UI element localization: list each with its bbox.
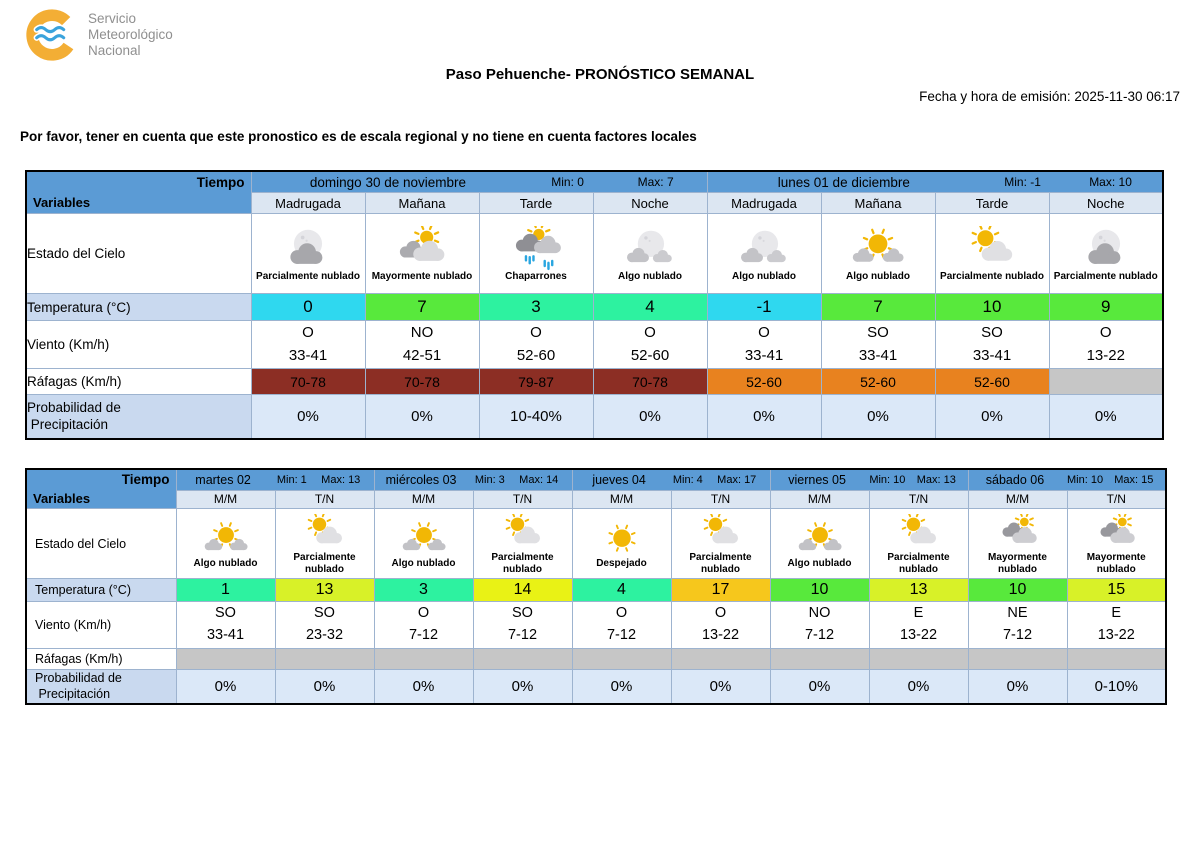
t1-gusts-2: 79-87 (479, 369, 593, 395)
wind-speed: 7-12 (507, 627, 538, 643)
sky-caption: Mayormente nublado (371, 271, 473, 283)
t1-gusts-1: 70-78 (365, 369, 479, 395)
t1-precip-1: 0% (365, 395, 479, 439)
sun-two-clouds-icon (847, 226, 909, 271)
t1-label-gusts: Ráfagas (Km/h) (26, 369, 251, 395)
page-title: Paso Pehuenche- PRONÓSTICO SEMANAL (445, 66, 755, 83)
cloud-sun-dark-icon (991, 514, 1045, 552)
wind-direction: SO (314, 605, 335, 622)
t1-temperature-4: -1 (707, 294, 821, 321)
day-max: Max: 10 (1089, 175, 1132, 190)
day-name: domingo 30 de noviembre (309, 174, 467, 190)
t2-temperature-7: 13 (869, 579, 968, 602)
wind-direction: O (530, 324, 542, 341)
t1-sky-5 (821, 214, 935, 294)
day-min: Min: 4 (672, 473, 703, 486)
t2-gusts-9 (1067, 649, 1166, 670)
t1-day-header-1 (707, 171, 1163, 193)
t1-wind-3 (593, 321, 707, 369)
t2-label-precip (26, 670, 176, 704)
day-minmax (864, 474, 968, 486)
t2-temperature-9: 15 (1067, 579, 1166, 602)
t2-day-header-2 (572, 469, 770, 490)
day-min: Min: 0 (551, 175, 584, 190)
tiempo-label: Tiempo (196, 175, 245, 190)
wind-direction: O (714, 605, 727, 622)
t2-gusts-2 (374, 649, 473, 670)
moon-two-clouds-icon (733, 226, 795, 271)
t1-wind-4 (707, 321, 821, 369)
t2-wind-6 (770, 602, 869, 649)
logo-line-2: Meteorológico (88, 27, 173, 43)
t2-period-2: M/M (374, 490, 473, 508)
day-min: Min: -1 (1004, 175, 1041, 190)
t2-day-header-0 (176, 469, 374, 490)
sun-cloud-icon (496, 514, 550, 552)
sky-caption: Parcialmente nublado (689, 551, 752, 575)
moon-cloud-icon (277, 226, 339, 271)
t2-sky-7 (869, 509, 968, 579)
t2-gusts-3 (473, 649, 572, 670)
t1-sky-2 (479, 214, 593, 294)
t2-wind-8 (968, 602, 1067, 649)
disclaimer-text: Por favor, tener en cuenta que este pronostico es de escala regional y no tiene en cuenta factores locales (20, 129, 697, 144)
t2-sky-0 (176, 509, 275, 579)
t1-period-1: Mañana (365, 193, 479, 214)
sky-caption: Parcialmente nublado (1053, 271, 1158, 283)
sun-cloud-icon (694, 514, 748, 552)
day-min: Min: 1 (276, 473, 307, 486)
t2-gusts-6 (770, 649, 869, 670)
t2-label-sky: Estado del Cielo (26, 509, 176, 579)
t2-corner (26, 469, 176, 509)
sun-behind-cloud-icon (391, 226, 453, 271)
logo-line-1: Servicio (88, 11, 137, 27)
wind-speed: 23-32 (305, 627, 344, 643)
wind-direction: O (615, 605, 628, 622)
sky-caption: Parcialmente nublado (256, 271, 360, 283)
t2-gusts-8 (968, 649, 1067, 670)
t2-wind-7 (869, 602, 968, 649)
t2-label-gusts: Ráfagas (Km/h) (26, 649, 176, 670)
t2-wind-0 (176, 602, 275, 649)
t1-precip-5: 0% (821, 395, 935, 439)
wind-direction: SO (981, 324, 1003, 341)
day-name: jueves 04 (592, 472, 646, 487)
wind-direction: SO (512, 605, 533, 622)
precip-label-line2: Precipitación (35, 687, 111, 702)
wind-speed: 33-41 (858, 346, 898, 364)
smn-logo-text (88, 11, 173, 59)
t2-temperature-0: 1 (176, 579, 275, 602)
t2-temperature-5: 17 (671, 579, 770, 602)
t1-sky-6 (935, 214, 1049, 294)
t2-wind-1 (275, 602, 374, 649)
t1-temperature-1: 7 (365, 294, 479, 321)
t2-day-header-1 (374, 469, 572, 490)
wind-speed: 52-60 (630, 346, 670, 364)
wind-direction: O (758, 324, 770, 341)
day-max: Max: 17 (717, 473, 757, 486)
t1-wind-7 (1049, 321, 1163, 369)
t1-gusts-3: 70-78 (593, 369, 707, 395)
precip-label-line1: Probabilidad de (35, 671, 122, 685)
precip-label-line1: Probabilidad de (27, 399, 121, 415)
t2-period-1: T/N (275, 490, 374, 508)
wind-speed: 13-22 (1086, 346, 1125, 364)
t1-sky-0 (251, 214, 365, 294)
t1-temperature-0: 0 (251, 294, 365, 321)
day-min: Min: 3 (474, 473, 505, 486)
moon-two-clouds-icon (619, 226, 681, 271)
wind-speed: 7-12 (1002, 627, 1033, 643)
t2-period-5: T/N (671, 490, 770, 508)
wind-direction: O (1099, 324, 1112, 341)
sky-caption: Despejado (596, 557, 647, 569)
t2-temperature-6: 10 (770, 579, 869, 602)
wind-speed: 33-41 (206, 627, 245, 643)
t2-period-9: T/N (1067, 490, 1166, 508)
wind-speed: 33-41 (972, 346, 1012, 364)
sky-caption: Parcialmente nublado (887, 551, 950, 575)
t1-wind-5 (821, 321, 935, 369)
t1-gusts-5: 52-60 (821, 369, 935, 395)
day-max: Max: 13 (321, 473, 361, 486)
sun-two-clouds-icon (397, 520, 451, 558)
t2-sky-5 (671, 509, 770, 579)
t1-period-0: Madrugada (251, 193, 365, 214)
t1-gusts-0: 70-78 (251, 369, 365, 395)
t1-period-5: Mañana (821, 193, 935, 214)
t1-temperature-7: 9 (1049, 294, 1163, 321)
t2-gusts-4 (572, 649, 671, 670)
t1-label-wind: Viento (Km/h) (26, 321, 251, 369)
t2-period-0: M/M (176, 490, 275, 508)
t2-wind-2 (374, 602, 473, 649)
wind-direction: SO (215, 605, 236, 622)
wind-speed: 13-22 (1097, 627, 1135, 643)
day-minmax (666, 474, 770, 486)
wind-speed: 33-41 (744, 346, 784, 364)
t1-day-header-0 (251, 171, 707, 193)
t1-label-temperature: Temperatura (°C) (26, 294, 251, 321)
t2-label-wind: Viento (Km/h) (26, 602, 176, 649)
precip-label-line2: Precipitación (27, 417, 109, 433)
emission-datetime: Fecha y hora de emisión: 2025-11-30 06:17 (919, 89, 1180, 104)
t1-period-4: Madrugada (707, 193, 821, 214)
sun-icon (595, 520, 649, 558)
day-minmax (270, 474, 374, 486)
variables-label: Variables (33, 491, 91, 506)
t1-wind-2 (479, 321, 593, 369)
day-max: Max: 14 (519, 473, 559, 486)
t2-label-temperature: Temperatura (°C) (26, 579, 176, 602)
t2-sky-9 (1067, 509, 1166, 579)
wind-speed: 42-51 (402, 346, 442, 364)
sky-caption: Parcialmente nublado (491, 551, 554, 575)
variables-label: Variables (33, 195, 91, 210)
t1-period-3: Noche (593, 193, 707, 214)
t1-gusts-6: 52-60 (935, 369, 1049, 395)
t2-temperature-3: 14 (473, 579, 572, 602)
t2-precip-8: 0% (968, 670, 1067, 704)
t1-wind-1 (365, 321, 479, 369)
logo-line-3: Nacional (88, 42, 141, 58)
t2-precip-2: 0% (374, 670, 473, 704)
sky-caption: Algo nublado (732, 271, 796, 283)
t2-precip-7: 0% (869, 670, 968, 704)
t2-precip-6: 0% (770, 670, 869, 704)
wind-direction: NO (410, 324, 434, 341)
wind-speed: 13-22 (701, 627, 740, 643)
wind-speed: 52-60 (516, 346, 556, 364)
t1-wind-6 (935, 321, 1049, 369)
t2-period-6: M/M (770, 490, 869, 508)
sky-caption: Algo nublado (193, 557, 258, 569)
t2-period-4: M/M (572, 490, 671, 508)
t1-wind-0 (251, 321, 365, 369)
t2-wind-5 (671, 602, 770, 649)
wind-direction: SO (867, 324, 889, 341)
day-name: miércoles 03 (385, 472, 457, 487)
day-name: martes 02 (195, 472, 251, 487)
t1-label-precip (26, 395, 251, 439)
sun-cloud-icon (298, 514, 352, 552)
sky-caption: Algo nublado (391, 557, 456, 569)
t2-gusts-5 (671, 649, 770, 670)
t2-sky-3 (473, 509, 572, 579)
sun-cloud-icon (892, 514, 946, 552)
t2-sky-6 (770, 509, 869, 579)
day-name: sábado 06 (985, 472, 1045, 487)
t1-sky-7 (1049, 214, 1163, 294)
day-max: Max: 7 (637, 175, 674, 190)
wind-direction: O (417, 605, 430, 622)
t2-gusts-1 (275, 649, 374, 670)
tiempo-label: Tiempo (121, 472, 170, 487)
t2-temperature-8: 10 (968, 579, 1067, 602)
day-minmax (468, 474, 572, 486)
t1-period-6: Tarde (935, 193, 1049, 214)
t2-precip-4: 0% (572, 670, 671, 704)
sun-cloud-icon (961, 226, 1023, 271)
t2-wind-4 (572, 602, 671, 649)
sky-caption: Parcialmente nublado (940, 271, 1044, 283)
t1-gusts-4: 52-60 (707, 369, 821, 395)
t1-precip-6: 0% (935, 395, 1049, 439)
sun-two-clouds-icon (199, 520, 253, 558)
t1-sky-4 (707, 214, 821, 294)
smn-logo-icon (25, 8, 79, 62)
t2-precip-3: 0% (473, 670, 572, 704)
t2-period-7: T/N (869, 490, 968, 508)
wind-direction: O (644, 324, 656, 341)
t1-gusts-7 (1049, 369, 1163, 395)
sky-caption: Algo nublado (787, 557, 852, 569)
wind-direction: NE (1007, 605, 1028, 622)
wind-direction: E (1111, 605, 1122, 622)
t1-period-2: Tarde (479, 193, 593, 214)
t1-temperature-3: 4 (593, 294, 707, 321)
t2-precip-1: 0% (275, 670, 374, 704)
t2-precip-9: 0-10% (1067, 670, 1166, 704)
t2-sky-4 (572, 509, 671, 579)
t2-sky-1 (275, 509, 374, 579)
day-min: Min: 10 (1067, 473, 1104, 486)
sky-caption: Chaparrones (505, 271, 567, 283)
t2-temperature-2: 3 (374, 579, 473, 602)
sun-showers-icon (505, 226, 567, 271)
forecast-table-1 (25, 170, 1164, 440)
day-name: lunes 01 de diciembre (777, 174, 910, 190)
t1-label-sky: Estado del Cielo (26, 214, 251, 294)
t1-precip-4: 0% (707, 395, 821, 439)
wind-speed: 7-12 (408, 627, 439, 643)
cloud-sun-dark-icon (1089, 514, 1143, 552)
t2-gusts-7 (869, 649, 968, 670)
wind-direction: O (302, 324, 314, 341)
sky-caption: Parcialmente nublado (293, 551, 356, 575)
t1-sky-3 (593, 214, 707, 294)
t1-corner (26, 171, 251, 214)
wind-direction: NO (808, 605, 831, 622)
forecast-table-2 (25, 468, 1167, 705)
t2-precip-5: 0% (671, 670, 770, 704)
t1-temperature-2: 3 (479, 294, 593, 321)
t2-temperature-4: 4 (572, 579, 671, 602)
sun-two-clouds-icon (793, 520, 847, 558)
sky-caption: Algo nublado (618, 271, 682, 283)
t2-sky-2 (374, 509, 473, 579)
t1-precip-0: 0% (251, 395, 365, 439)
t2-sky-8 (968, 509, 1067, 579)
t2-period-8: M/M (968, 490, 1067, 508)
smn-logo (25, 8, 173, 62)
t2-day-header-4 (968, 469, 1166, 490)
day-name: viernes 05 (788, 472, 846, 487)
sky-caption: Mayormente nublado (988, 551, 1047, 575)
day-max: Max: 13 (916, 473, 956, 486)
day-minmax (980, 175, 1162, 189)
wind-speed: 7-12 (804, 627, 835, 643)
day-minmax (1061, 474, 1165, 486)
moon-cloud-icon (1075, 226, 1137, 271)
t2-period-3: T/N (473, 490, 572, 508)
wind-speed: 13-22 (899, 627, 938, 643)
t2-wind-9 (1067, 602, 1166, 649)
wind-speed: 33-41 (288, 346, 328, 364)
t1-temperature-6: 10 (935, 294, 1049, 321)
t1-sky-1 (365, 214, 479, 294)
wind-speed: 7-12 (606, 627, 637, 643)
t1-precip-2: 10-40% (479, 395, 593, 439)
t2-temperature-1: 13 (275, 579, 374, 602)
day-min: Min: 10 (869, 473, 906, 486)
t1-precip-3: 0% (593, 395, 707, 439)
day-max: Max: 15 (1114, 473, 1154, 486)
t2-gusts-0 (176, 649, 275, 670)
sky-caption: Mayormente nublado (1086, 551, 1146, 575)
day-minmax (524, 175, 706, 189)
t1-period-7: Noche (1049, 193, 1163, 214)
t2-precip-0: 0% (176, 670, 275, 704)
wind-direction: E (913, 605, 924, 622)
sky-caption: Algo nublado (846, 271, 910, 283)
t2-wind-3 (473, 602, 572, 649)
t1-temperature-5: 7 (821, 294, 935, 321)
t1-precip-7: 0% (1049, 395, 1163, 439)
t2-day-header-3 (770, 469, 968, 490)
